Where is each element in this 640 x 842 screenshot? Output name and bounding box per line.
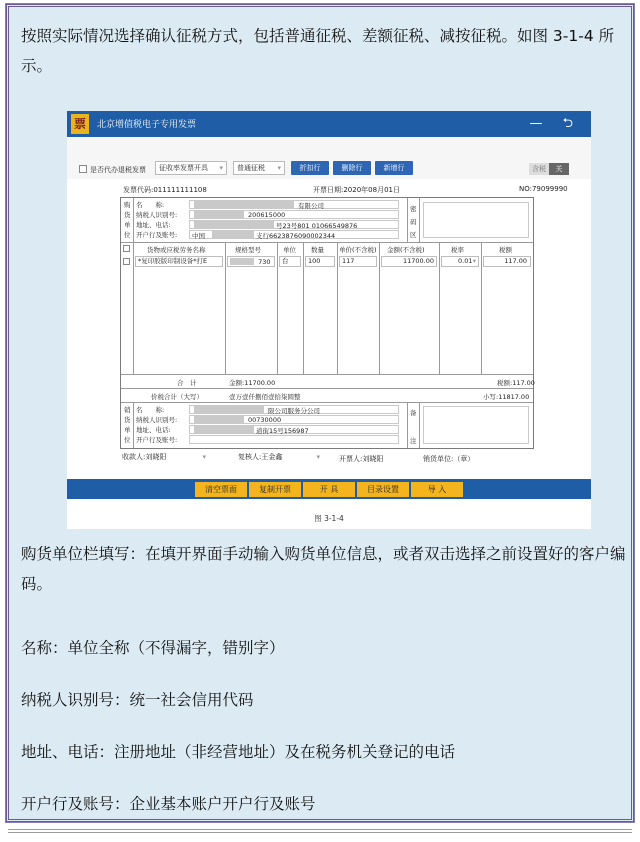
collect-mode-select[interactable]: 征收率发票开具 ▾ [155,161,227,175]
grand-total-small: 小写:11817.00 [483,393,530,401]
intro-paragraph: 按照实际情况选择确认征税方式，包括普通征税、差额征税、减按征税。如图 3-1-4 所示。 [21,27,615,75]
app-logo-icon: 票 [71,114,89,134]
buyer-bank-label: 开户行及账号: [136,231,178,239]
address-rule-paragraph: 地址、电话：注册地址（非经营地址）及在税务机关登记的电话 [21,743,456,761]
row-checkbox[interactable] [123,258,130,265]
item-rate-select[interactable]: 0.01 ▾ [441,256,479,267]
buyer-bank-field[interactable]: 中国 支行6623876090002344 [189,230,399,239]
seller-name-field[interactable]: 限公司服务分公司 [189,405,399,414]
seller-taxid-field[interactable]: 00730000 [189,415,399,424]
item-price-cell[interactable]: 117 [339,256,377,267]
catalog-settings-button[interactable]: 目录设置 [357,482,409,497]
issue-button[interactable]: 开 具 [303,482,355,497]
buyer-fill-paragraph: 购货单位栏填写：在填开界面手动输入购货单位信息，或者双击选择之前设置好的客户编码。 [21,545,626,593]
delete-row-button[interactable]: 删除行 [333,161,371,175]
buyer-name-field[interactable]: 有限公司 [189,200,399,209]
window-controls[interactable]: — ⮌ [529,116,581,131]
chevron-down-icon: ▾ [277,164,281,172]
cipher-area [423,202,529,238]
figure-caption: 图 3-1-4 [314,514,344,523]
buyer-name-label: 名 称: [136,201,165,209]
chevron-down-icon: ▾ [202,453,206,461]
seller-taxid-label: 纳税人识别号: [136,416,178,424]
col-spec: 规格型号 [235,246,261,254]
import-button[interactable]: 导 入 [411,482,463,497]
reviewer-select[interactable]: 复核人:王金鑫 ▾ [238,453,320,461]
col-unit: 单位 [283,246,296,254]
grand-total-words: 壹万壹仟捌佰壹拾柒圆整 [229,393,301,401]
total-amount: 金额:11700.00 [229,379,276,387]
select-all-checkbox[interactable] [123,245,130,252]
invoice-date: 开票日期:2020年08月01日 [313,186,400,194]
buyer-taxid-label: 纳税人识别号: [136,211,178,219]
chevron-down-icon: ▾ [219,164,223,172]
buyer-taxid-field[interactable]: 200615000 [189,210,399,219]
total-tax: 税额:117.00 [497,379,535,387]
chevron-down-icon: ▾ [472,257,476,265]
total-label: 合 计 [177,379,197,387]
seller-bank-field[interactable] [189,435,399,444]
item-qty-cell[interactable]: 100 [305,256,335,267]
taxid-rule-paragraph: 纳税人识别号：统一社会信用代码 [21,691,254,709]
action-bar [67,479,591,499]
invoice-software-screenshot [67,111,591,529]
app-title: 北京增值税电子专用发票 [97,120,197,130]
item-tax-cell[interactable]: 117.00 [483,256,531,267]
col-rate: 税率 [451,246,464,254]
invoice-code: 发票代码:011111111108 [123,186,207,194]
agent-refund-checkbox[interactable] [79,165,87,173]
seller-stamp: 销货单位:（章） [423,455,475,463]
name-rule-paragraph: 名称：单位全称（不得漏字，错别字） [21,639,285,657]
seller-bank-label: 开户行及账号: [136,436,178,444]
invoice-form: 购 货 单 位 名 称: 纳税人识别号: 地址、电话: 开户行及账号: 有限公司 200615000 号23号801 01066549876 中国 支行6623876090002344 密 码 区 货物或应税劳务名称 规格型号 单位 数量 单价(不含税) 金额(不含税) 税率 税额 *复印胶版印制设备*打E 730 台 100 117 11700.00 0.01 ▾ 117.00 合 计 金额:11700.00 税额:117.00 价税合计（大写） 壹万壹仟捌佰壹拾柒圆整 小写:11817.00 销 货 单 位 名 称: 纳税人识别号: 地址、电话: 开户行及账号: 限公司服务分公司 00730000 道街15号156987 备 注 [120,197,534,449]
col-tax: 税额 [499,246,512,254]
tax-included-toggle[interactable]: 含税 关 [529,163,571,175]
buyer-address-field[interactable]: 号23号801 01066549876 [189,220,399,229]
invoice-number: NO:79099990 [519,185,568,193]
copy-invoice-button[interactable]: 复制开票 [249,482,301,497]
item-amount-cell[interactable]: 11700.00 [381,256,437,267]
page-bottom-divider [0,826,640,834]
item-spec-cell[interactable]: 730 [227,256,275,267]
buyer-address-label: 地址、电话: [136,221,171,229]
item-name-cell[interactable]: *复印胶版印制设备*打E [135,256,223,267]
col-qty: 数量 [311,246,324,254]
tax-mode-select[interactable]: 普通征税 ▾ [233,161,285,175]
payee-select[interactable]: 收款人:刘晓阳 ▾ [122,453,206,461]
add-row-button[interactable]: 新增行 [375,161,413,175]
col-price: 单价(不含税) [339,246,377,254]
seller-address-field[interactable]: 道街15号156987 [189,425,399,434]
col-amount: 金额(不含税) [387,246,425,254]
seller-address-label: 地址、电话: [136,426,171,434]
grand-total-label: 价税合计（大写） [151,393,203,401]
item-unit-cell[interactable]: 台 [279,256,301,267]
article-frame [6,4,634,822]
col-goods-name: 货物或应税劳务名称 [147,246,206,254]
clear-form-button[interactable]: 清空票面 [195,482,247,497]
agent-refund-label: 是否代办退税发票 [90,166,146,174]
invoice-toolbar [67,137,591,179]
remark-area[interactable] [423,406,529,444]
seller-name-label: 名 称: [136,406,165,414]
bank-rule-paragraph: 开户行及账号：企业基本账户开户行及账号 [21,795,316,813]
chevron-down-icon: ▾ [316,453,320,461]
discount-row-button[interactable]: 折扣行 [291,161,329,175]
drawer-name: 开票人:刘晓阳 [339,455,384,463]
app-titlebar [67,111,591,137]
